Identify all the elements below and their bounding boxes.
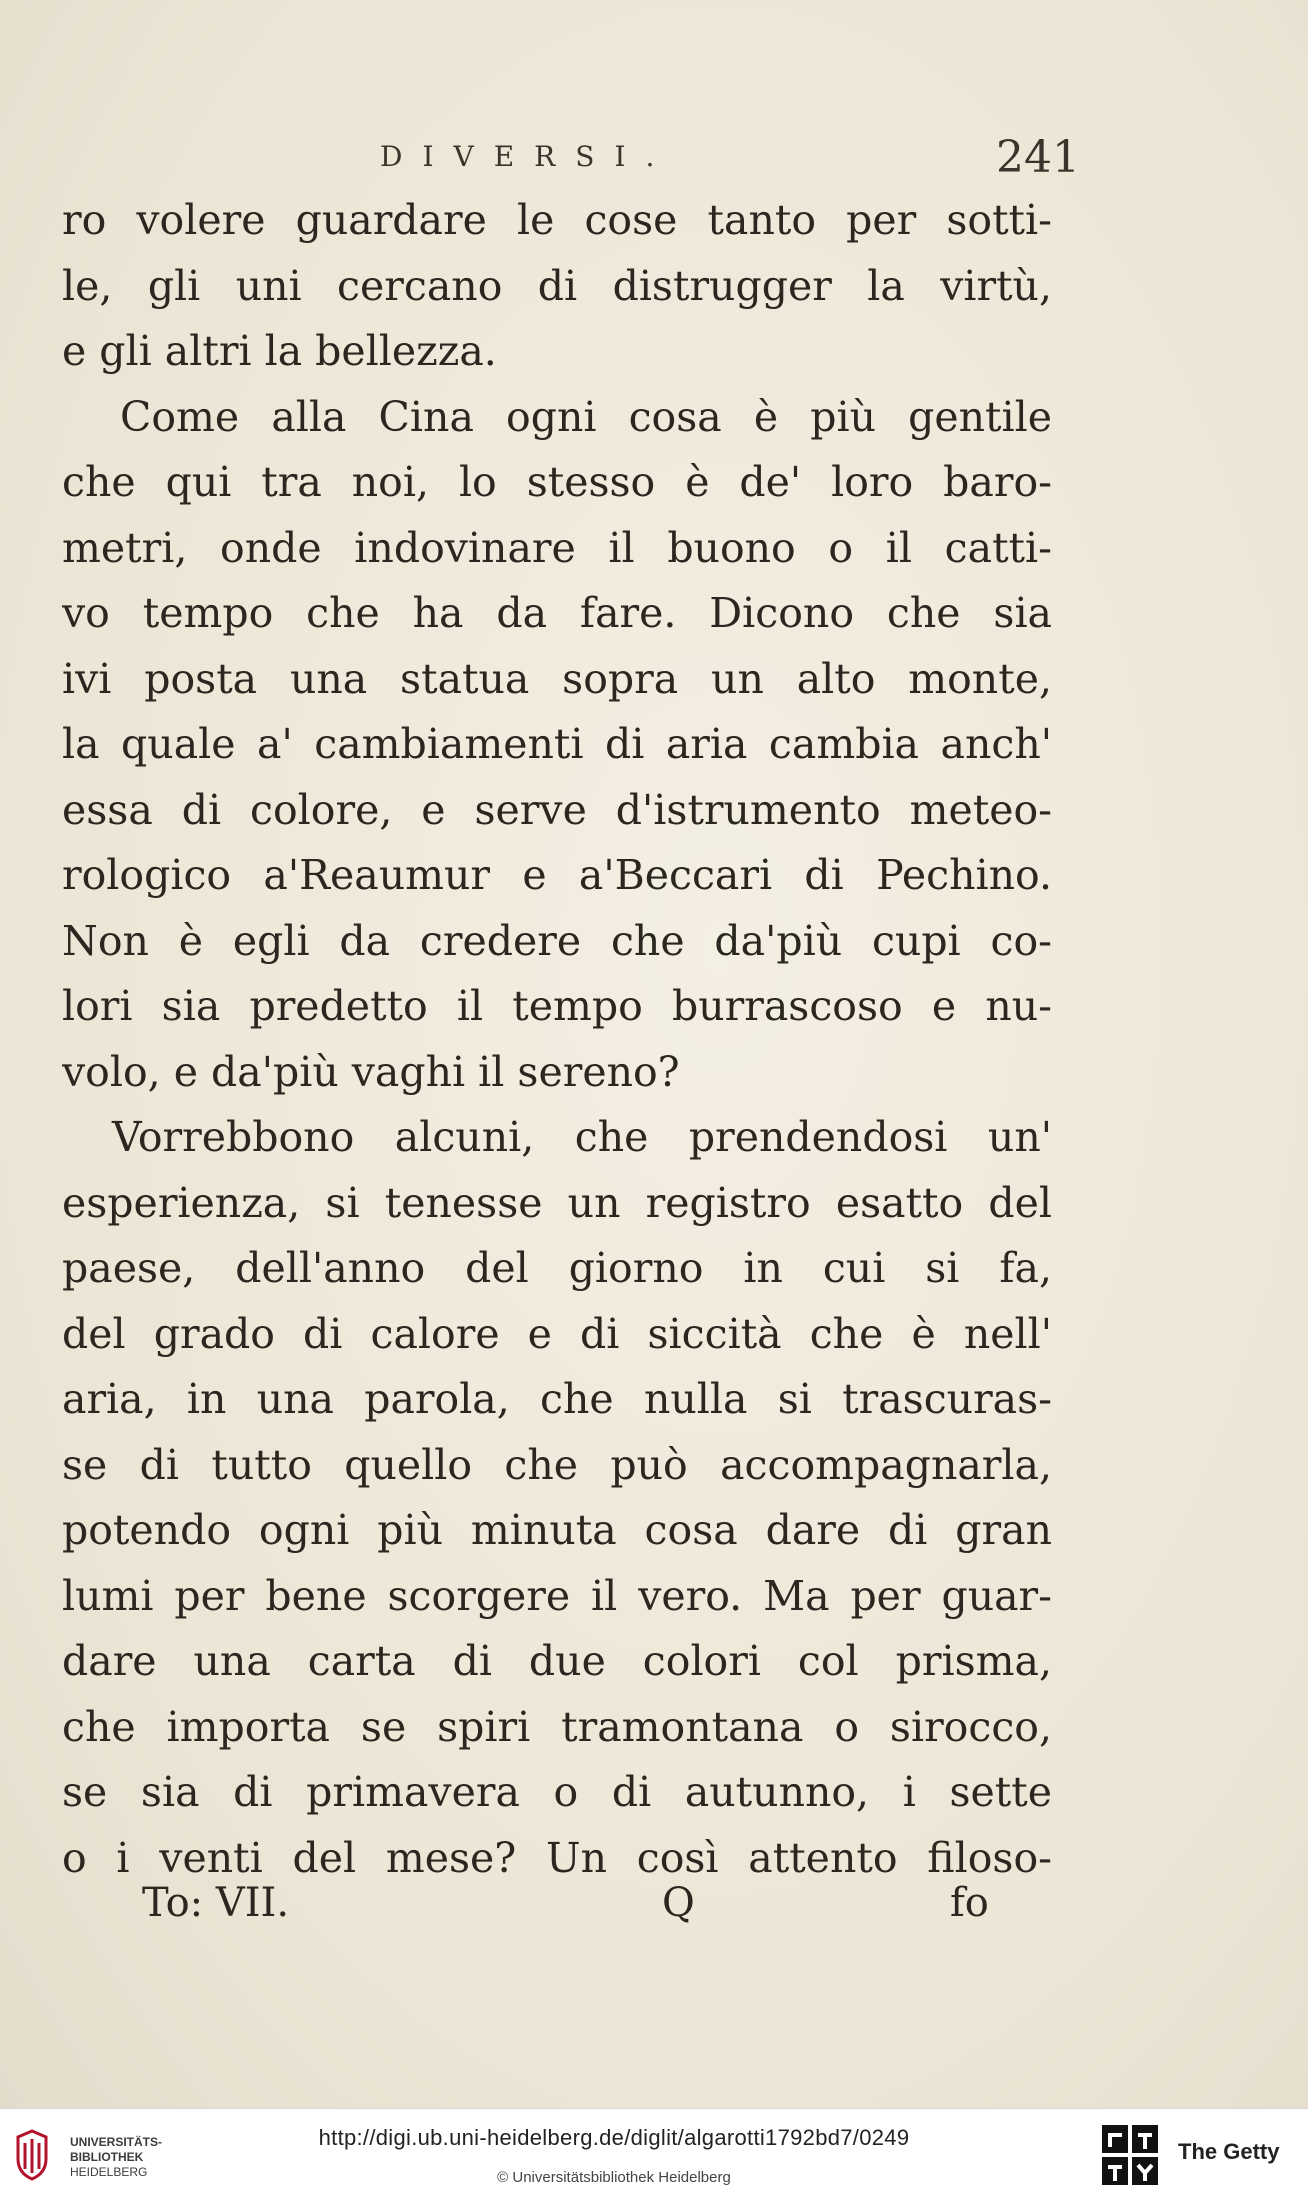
- text-line: dare una carta di due colori col prisma,: [62, 1637, 1052, 1685]
- text-line: Vorrebbono alcuni, che prendendosi un': [112, 1113, 1052, 1161]
- signature-mark: Q: [662, 1880, 695, 1926]
- text-line: volo, e da'più vaghi il sereno?: [62, 1047, 680, 1096]
- text-line: se di tutto quello che può accompagnarla,: [62, 1440, 1052, 1489]
- text-line: lumi per bene scorgere il vero. Ma per guar-: [62, 1571, 1052, 1620]
- copyright-text: © Universitätsbibliothek Heidelberg: [497, 2169, 731, 2186]
- body-text: [62, 188, 1052, 1891]
- text-line: che importa se spiri tramontana o sirocco,: [62, 1702, 1052, 1751]
- volume-signature: To: VII.: [142, 1880, 290, 1926]
- text-line: se sia di primavera o di autunno, i sette: [62, 1768, 1052, 1816]
- library-name-line: BIBLIOTHEK: [70, 2150, 144, 2164]
- page-number: 241: [996, 132, 1080, 183]
- text-line: potendo ogni più minuta cosa dare di gran: [62, 1506, 1052, 1554]
- text-line: Come alla Cina ogni cosa è più gentile: [120, 392, 1052, 441]
- text-line: Non è egli da credere che da'più cupi co-: [62, 916, 1052, 965]
- text-line: o i venti del mese? Un così attento filoso-: [62, 1833, 1052, 1882]
- text-line: essa di colore, e serve d'istrumento meteo-: [62, 785, 1052, 834]
- text-line: la quale a' cambiamenti di aria cambia anch': [62, 720, 1052, 768]
- running-head: DIVERSI.: [380, 140, 675, 173]
- text-line: che qui tra noi, lo stesso è de' loro baro-: [62, 458, 1052, 506]
- text-line: aria, in una parola, che nulla si trascuras-: [62, 1375, 1052, 1423]
- text-line: esperienza, si tenesse un registro esatto del: [62, 1178, 1052, 1227]
- text-line: le, gli uni cercano di distrugger la virtù,: [62, 261, 1052, 310]
- page-header: [380, 132, 1080, 190]
- text-line: ivi posta una statua sopra un alto monte,: [62, 654, 1052, 703]
- text-line: metri, onde indovinare il buono o il catti-: [62, 523, 1052, 572]
- getty-logo-icon[interactable]: [1100, 2123, 1160, 2187]
- text-line: vo tempo che ha da fare. Dicono che sia: [62, 589, 1052, 637]
- text-line: paese, dell'anno del giorno in cui si fa,: [62, 1244, 1052, 1292]
- viewer-footer-bar: [0, 2108, 1308, 2201]
- library-name-line: HEIDELBERG: [70, 2165, 148, 2179]
- getty-label: The Getty: [1178, 2139, 1280, 2164]
- permalink-text[interactable]: http://digi.ub.uni-heidelberg.de/diglit/algarotti1792bd7/0249: [318, 2125, 910, 2150]
- text-line: ro volere guardare le cose tanto per sotti-: [62, 196, 1052, 244]
- page-footer: [62, 1880, 1052, 1940]
- text-line: del grado di calore e di siccità che è nell': [62, 1309, 1052, 1358]
- text-line: rologico a'Reaumur e a'Beccari di Pechino.: [62, 851, 1052, 899]
- library-name-line: UNIVERSITÄTS-: [70, 2135, 163, 2149]
- catchword: fo: [950, 1880, 989, 1926]
- text-line: e gli altri la bellezza.: [62, 327, 497, 375]
- text-line: lori sia predetto il tempo burrascoso e nu-: [62, 982, 1052, 1030]
